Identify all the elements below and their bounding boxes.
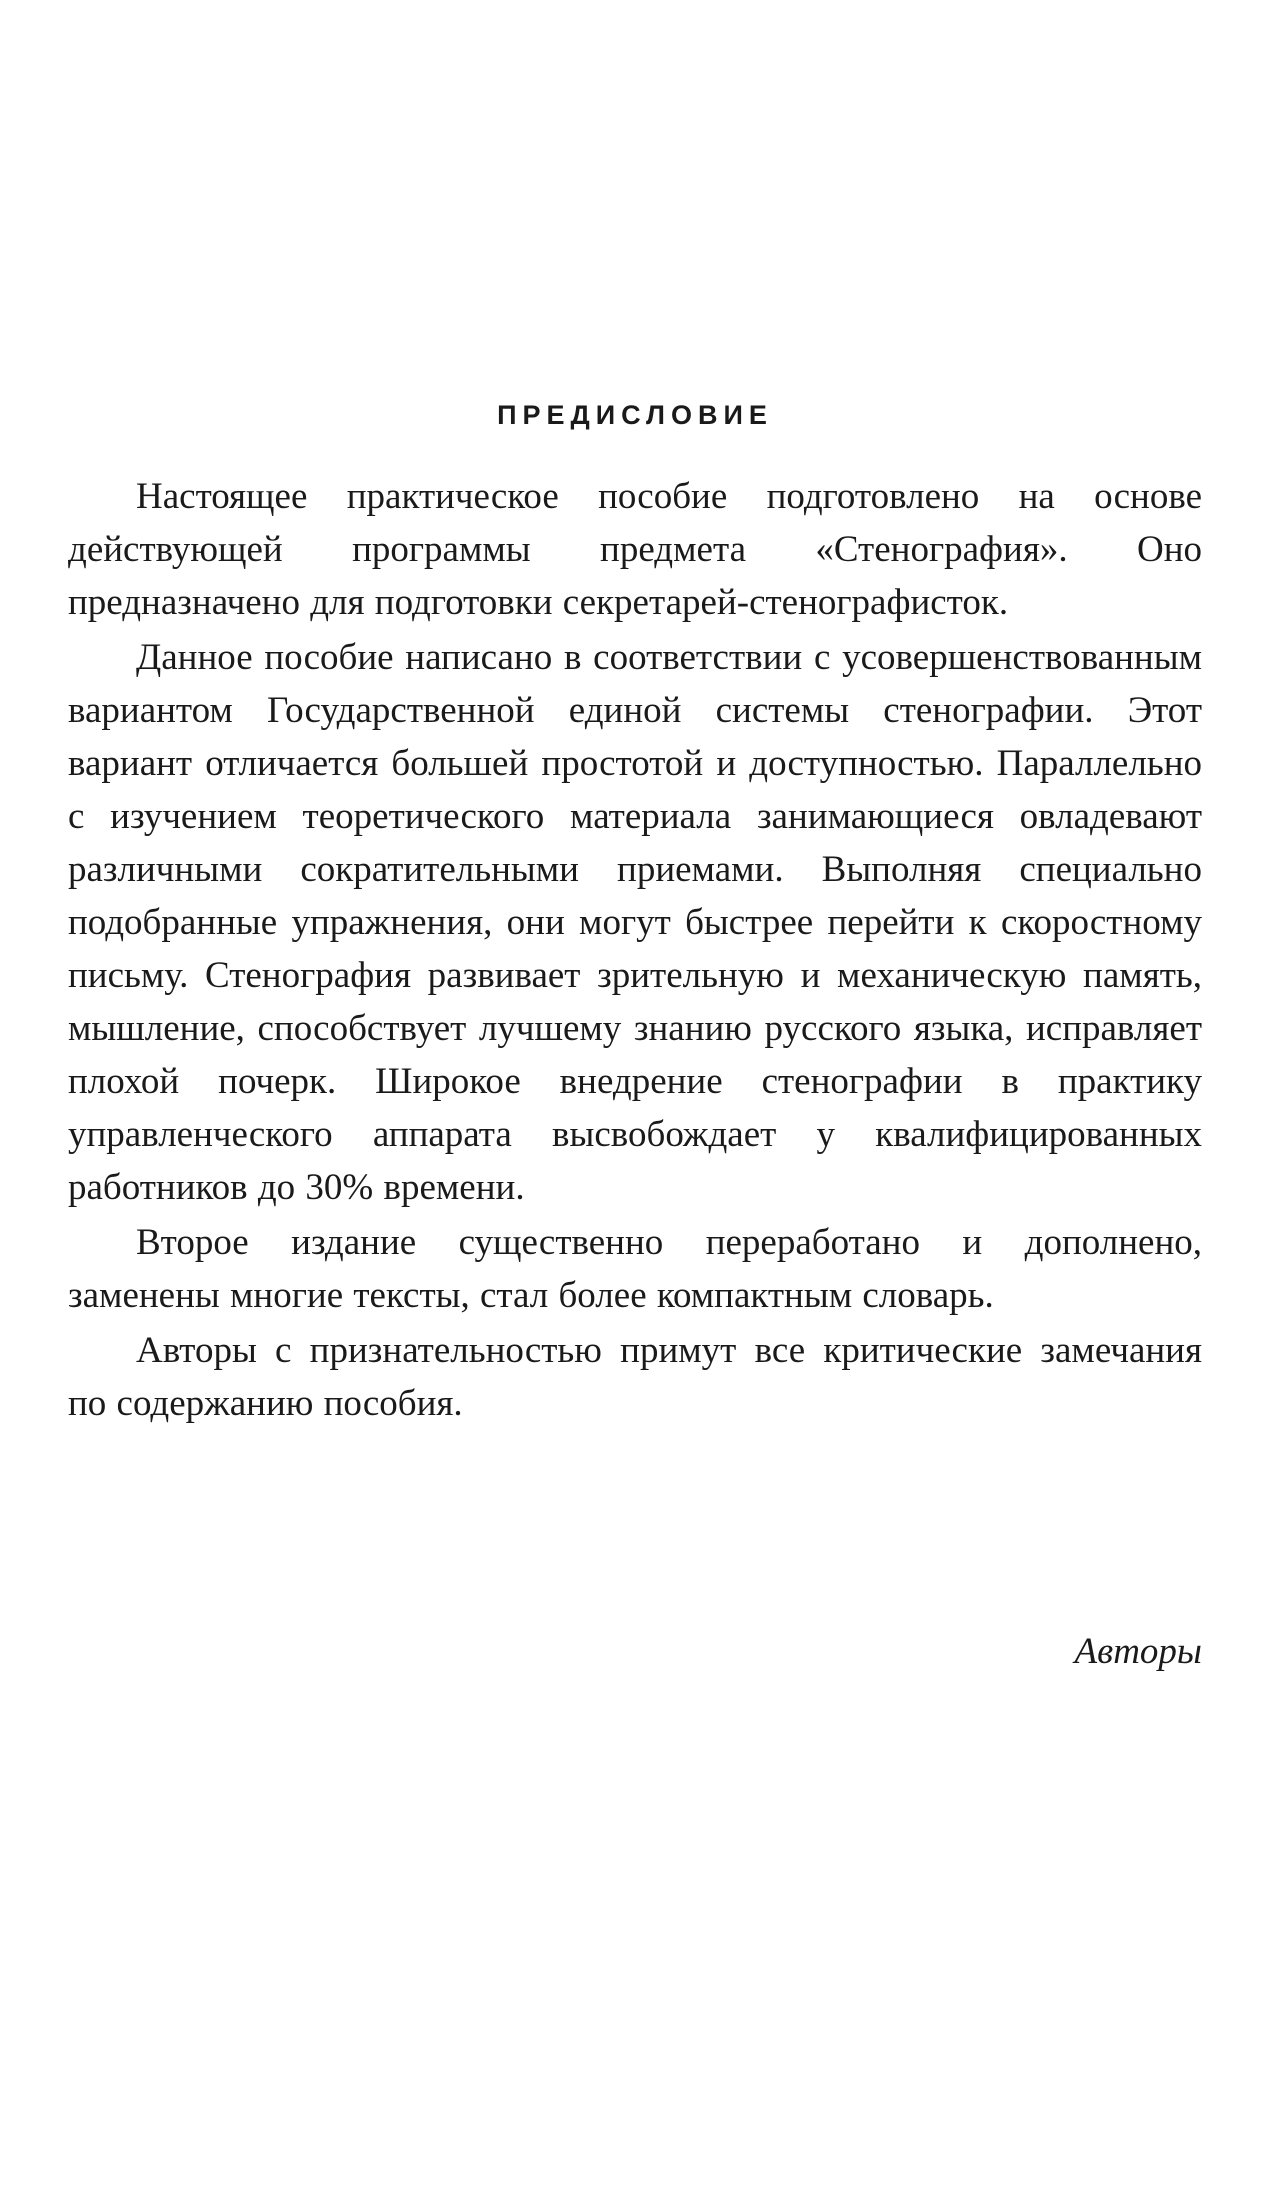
paragraph-1: Настоящее практическое пособие подготовлено на основе действующей программы предмета «Стенография». Оно предназначено для подготовки секретарей-стенографисток. [68,476,1202,623]
page-heading: ПРЕДИСЛОВИЕ [497,400,773,430]
signature: Авторы [1074,1631,1202,1672]
preface-body [68,470,1202,1432]
paragraph-2: Данное пособие написано в соответствии с усовершенствованным вариантом Государственной единой системы стенографии. Этот вариант отличается большей простотой и доступностью. Параллельно с изучением теоретического материала занимающиеся овладевают различными сократительными приемами. Выполняя специально подобранные упражнения, они могут быстрее перейти к скоростному письму. Стенография развивает зрительную и механическую память, мышление, способствует лучшему знанию русского языка, исправляет плохой почерк. Широкое внедрение стенографии в практику управленческого аппарата высвобождает у квалифицированных работников до 30% времени. [68,637,1202,1208]
paragraph-4: Авторы с признательностью примут все критические замечания по содержанию пособия. [68,1330,1202,1424]
paragraph-3: Второе издание существенно переработано и дополнено, заменены многие тексты, стал более компактным словарь. [68,1222,1202,1316]
